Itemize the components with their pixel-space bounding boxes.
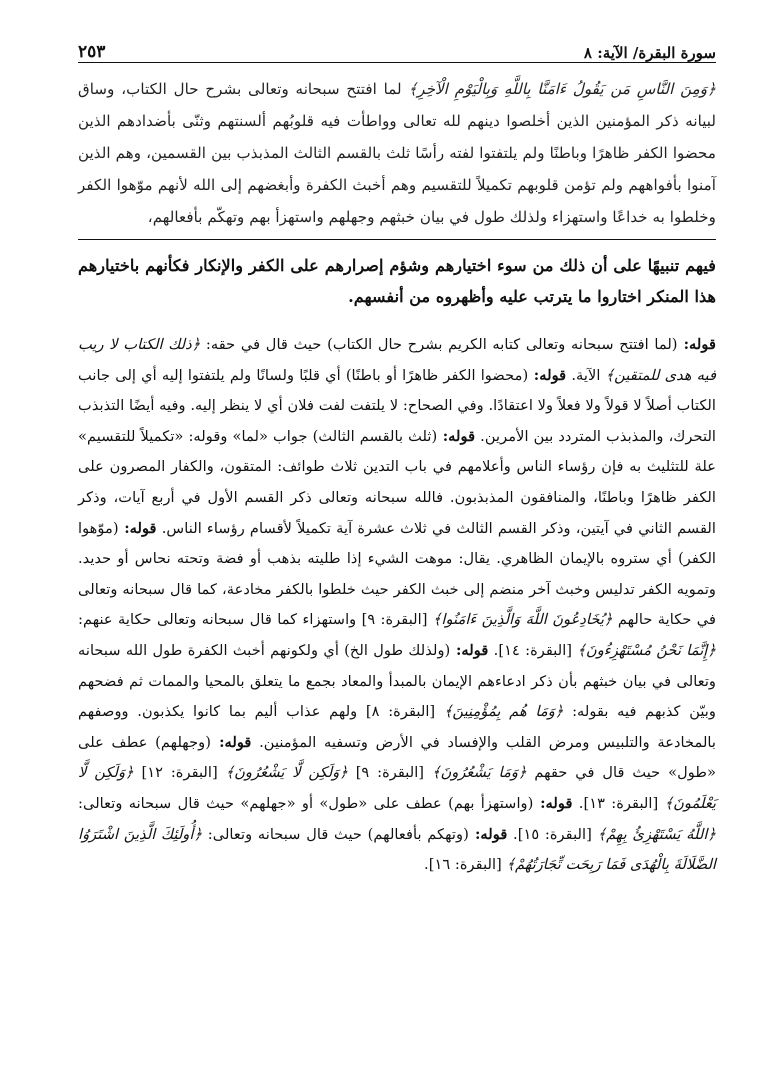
- quran-quote: ﴿وَمَا يَشْعُرُونَ﴾: [431, 764, 527, 782]
- commentary-text: (محضوا الكفر ظاهرًا أو باطنًا) أي قلبًا ولسانًا ولم يلتفتوا إليه أي إلى جانب الكتاب أصلاً لا قولاً ولا فعلاً ولا اعتقادًا. وفي الصحاح: لا يلتفت لفت فلان أي لا ينظر إليه. وفيه أيضًا التذبذب التحرك، والمذبذب المتردد بين الأمرين.: [78, 366, 716, 445]
- commentary-text: (وتهكم بأفعالهم) حيث قال سبحانه وتعالى:: [202, 825, 469, 843]
- commentary-text: (واستهزأ بهم) عطف على «طول» أو «جهلهم» حيث قال سبحانه وتعالى:: [78, 794, 534, 812]
- quran-quote: ﴿ذلك الكتاب لا ريب فيه هدى للمتقين﴾: [78, 336, 717, 384]
- quran-verse: ﴿وَمِنَ النَّاسِ مَن يَقُولُ ءَامَنَّا بِاللَّهِ وَبِالْيَوْمِ الْآخِرِ﴾: [408, 80, 716, 98]
- commentary-text: [البقرة: ١٢]: [133, 764, 226, 782]
- upper-text-block: [78, 63, 716, 233]
- quran-quote: ﴿يُخَادِعُونَ اللَّهَ وَالَّذِينَ ءَامَنُوا﴾: [432, 611, 613, 629]
- middle-paragraph: فيهم تنبيهًا على أن ذلك من سوء اختيارهم وشؤم إصرارهم على الكفر والإنكار فكأنهم باختيارهم هذا المنكر اختاروا ما يترتب عليه وأظهروه من أنفسهم.: [78, 256, 716, 306]
- commentary-text: [البقرة: ١٥].: [507, 825, 598, 843]
- page-header: [78, 36, 716, 63]
- commentary-text: (وجهلهم) عطف على «طول» حيث قال في حقهم: [78, 733, 717, 782]
- commentary-keyword: قوله:: [210, 733, 252, 751]
- commentary-keyword: قوله:: [437, 427, 476, 445]
- commentary-keyword: قوله:: [468, 825, 508, 843]
- quran-quote: ﴿أُولَئِكَ الَّذِينَ اشْتَرَوُا الضَّلَالَةَ بِالْهُدَى فَمَا رَبِحَت تِّجَارَتُهُمْ﴾: [78, 825, 716, 874]
- quran-quote: ﴿وَمَا هُم بِمُؤْمِنِينَ﴾: [443, 703, 564, 721]
- commentary-text: [البقرة: ١٤].: [488, 641, 578, 659]
- commentary-text: [البقرة: ٩]: [347, 764, 432, 782]
- commentary-keyword: قوله:: [528, 366, 567, 384]
- commentary-keyword: قوله:: [533, 794, 573, 812]
- page-number: ٢٥٣: [78, 42, 106, 62]
- commentary-text: الآية.: [566, 366, 606, 384]
- commentary-paragraph: [78, 330, 716, 881]
- commentary-keyword: قوله:: [118, 519, 157, 537]
- quran-quote: ﴿إِنَّمَا نَحْنُ مُسْتَهْزِءُونَ﴾: [577, 641, 716, 659]
- commentary-keyword: قوله:: [677, 336, 716, 353]
- quran-quote: ﴿وَلَكِن لَّا يَشْعُرُونَ﴾: [225, 764, 348, 782]
- commentary-text: (لما افتتح سبحانه وتعالى كتابه الكريم بشرح حال الكتاب) حيث قال في حقه:: [200, 336, 678, 353]
- upper-paragraph-text: لما افتتح سبحانه وتعالى بشرح حال الكتاب، وساق لبيانه ذكر المؤمنين الذين أخلصوا دينهم لله تعالى وواطأت فيه قلوبُهم ألسنتهم وثنّى بأضدادهم الذين محضوا الكفر ظاهرًا وباطنًا ولم يلتفتوا لفته رأسًا ثلث بالقسم الثالث المذبذب بين القسمين، وهم الذين آمنوا بأفواههم ولم تؤمن قلوبهم تكميلاً للتقسيم وهم أخبث الكفرة وأبغضهم إلى الله لأنهم موّهوا الكفر وخلطوا به خداعًا واستهزاء ولذلك طول في بيان خبثهم وجهلهم واستهزأ بهم وتهكّم بأفعالهم،: [78, 80, 716, 226]
- quran-quote: ﴿اللَّهُ يَسْتَهْزِئُ بِهِمْ﴾: [597, 825, 717, 843]
- commentary-text: [البقرة: ١٣].: [572, 794, 665, 812]
- document-page: [78, 36, 716, 881]
- commentary-text: (ولذلك طول الخ) أي ولكونهم أخبث الكفرة طول الله سبحانه وتعالى في بيان خبثهم بأن ذكر ادعاءهم الإيمان بالمبدأ والمعاد بجمع ما يتعلق بالمحيا والممات ثم فضحهم وبيّن كذبهم فيه بقوله:: [78, 641, 716, 721]
- commentary-block: [78, 312, 716, 881]
- commentary-keyword: قوله:: [450, 641, 489, 659]
- commentary-text: [البقرة: ٩] واستهزاء كما قال سبحانه وتعالى حكاية عنهم:: [78, 611, 433, 629]
- commentary-text: [البقرة: ١٦].: [424, 856, 507, 874]
- upper-paragraph: [78, 73, 716, 233]
- commentary-text: [البقرة: ٨] ولهم عذاب أليم بما كانوا يكذبون. ووصفهم بالمخادعة والتلبيس ومرض القلب والإفساد في الأرض وتسفيه المؤمنين.: [78, 703, 716, 751]
- commentary-text: (ثلث بالقسم الثالث) جواب «لما» وقوله: «تكميلاً للتقسيم» علة للتثليث به فإن رؤساء الناس وأعلامهم في باب التدين ثلاث طوائف: المتقون، والكفار المصرون على الكفر ظاهرًا وباطنًا، والمنافقون المذبذبون. فالله سبحانه وتعالى ذكر القسم الأول في أربع آيات، وذكر القسم الثاني في آيتين، وذكر القسم الثالث في ثلاث عشرة آية تكميلاً لأقسام رؤساء الناس.: [78, 427, 716, 537]
- quran-quote: ﴿وَلَكِن لَّا يَعْلَمُونَ﴾: [78, 764, 716, 812]
- middle-text-block: [78, 240, 716, 312]
- commentary-text: (موّهوا الكفر) أي ستروه بالإيمان الظاهري. يقال: موهت الشيء إذا طليته بذهب أو فضة وتحته نحاس أو حديد. وتمويه الكفر تدليس وخبث آخر منضم إلى خبث الكفر حيث خلطوا بالكفر مخادعة، كما قال سبحانه وتعالى في حكاية حالهم: [78, 519, 716, 629]
- surah-reference: سورة البقرة/ الآية: ٨: [583, 44, 716, 62]
